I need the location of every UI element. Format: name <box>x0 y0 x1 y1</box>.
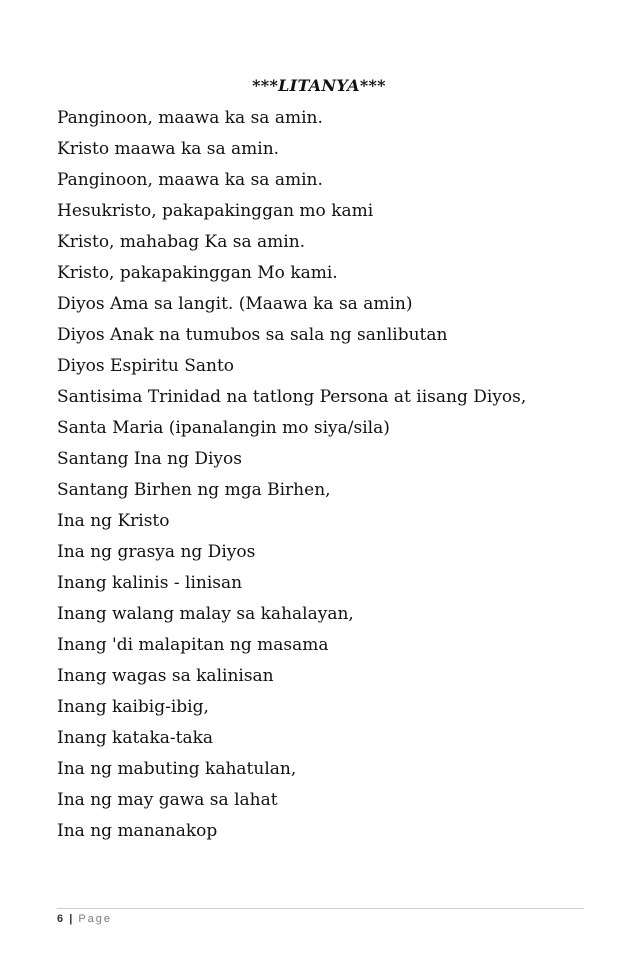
litany-line: Santang Ina ng Diyos <box>57 449 242 469</box>
litany-line: Ina ng mabuting kahatulan, <box>57 759 297 779</box>
litany-line: Diyos Anak na tumubos sa sala ng sanlibutan <box>57 325 448 345</box>
litany-line: Ina ng Kristo <box>57 511 170 531</box>
litany-lines <box>57 103 617 847</box>
footer-divider <box>57 908 584 909</box>
litany-line: Diyos Espiritu Santo <box>57 356 235 376</box>
litany-line: Inang 'di malapitan ng masama <box>57 635 329 655</box>
page-title: ***LITANYA*** <box>252 76 386 95</box>
litany-line: Inang kataka-taka <box>57 728 214 748</box>
litany-line: Diyos Ama sa langit. (Maawa ka sa amin) <box>57 294 413 314</box>
litany-line: Kristo, mahabag Ka sa amin. <box>57 232 306 252</box>
footer-separator: | <box>69 913 73 925</box>
litany-line: Kristo maawa ka sa amin. <box>57 139 280 159</box>
litany-line: Ina ng grasya ng Diyos <box>57 542 256 562</box>
litany-line: Santang Birhen ng mga Birhen, <box>57 480 331 500</box>
litany-line: Inang kalinis - linisan <box>57 573 243 593</box>
litany-line: Inang walang malay sa kahalayan, <box>57 604 354 624</box>
litany-line: Panginoon, maawa ka sa amin. <box>57 108 323 128</box>
litany-line: Santa Maria (ipanalangin mo siya/sila) <box>57 418 390 438</box>
litany-line: Kristo, pakapakinggan Mo kami. <box>57 263 338 283</box>
page-label: Page <box>78 913 113 925</box>
page-number: 6 <box>57 913 64 925</box>
litany-line: Inang kaibig-ibig, <box>57 697 209 717</box>
litany-line: Panginoon, maawa ka sa amin. <box>57 170 323 190</box>
page-footer <box>57 913 112 925</box>
litany-line: Ina ng mananakop <box>57 821 218 841</box>
litany-line: Ina ng may gawa sa lahat <box>57 790 278 810</box>
litany-line: Inang wagas sa kalinisan <box>57 666 274 686</box>
litany-line: Santisima Trinidad na tatlong Persona at iisang Diyos, <box>57 387 527 407</box>
litany-line: Hesukristo, pakapakinggan mo kami <box>57 201 374 221</box>
